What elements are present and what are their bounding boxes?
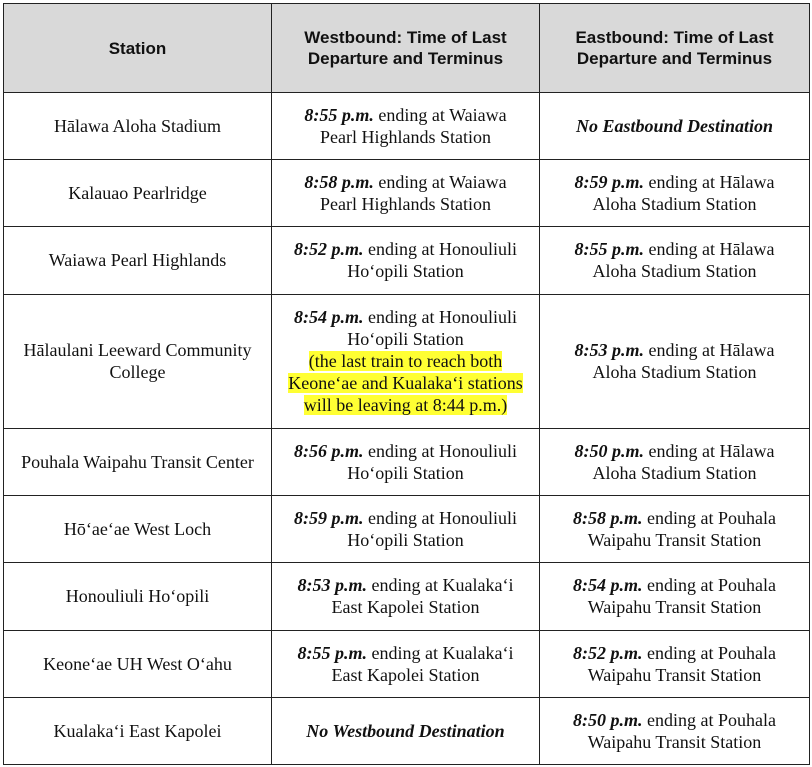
terminus-part: Kualakaʻi xyxy=(442,575,514,596)
terminus-part: Pouhala xyxy=(717,642,776,663)
highlighted-note: (the last train to reach both Keoneʻae and Kualakaʻi stations will be leaving at 8:44 p.m.) xyxy=(288,351,523,416)
terminus-part: Aloha Stadium Station xyxy=(592,261,757,282)
terminus-part: East Kapolei Station xyxy=(331,597,480,618)
ending-text: ending at xyxy=(371,642,438,663)
terminus-part: Pouhala xyxy=(717,575,776,596)
departure-time: 8:54 p.m. xyxy=(294,307,364,328)
eastbound-cell xyxy=(540,160,810,227)
table-row xyxy=(4,93,810,160)
station-cell: Hālaulani Leeward Community College xyxy=(4,294,272,428)
eastbound-cell xyxy=(540,93,810,160)
terminus-part: Hoʻopili Station xyxy=(347,329,464,350)
westbound-cell xyxy=(272,697,540,764)
terminus-part: Waipahu Transit Station xyxy=(587,731,762,752)
ending-text: ending at xyxy=(647,642,714,663)
terminus-part: Pearl Highlands Station xyxy=(320,194,491,215)
station-cell: Keoneʻae UH West Oʻahu xyxy=(4,630,272,697)
table-row xyxy=(4,428,810,495)
ending-text: ending at xyxy=(648,340,715,361)
terminus-part: Waiawa xyxy=(449,105,507,126)
ending-text: ending at xyxy=(368,508,435,529)
terminus-part: Waipahu Transit Station xyxy=(587,597,762,618)
departure-time: 8:58 p.m. xyxy=(304,172,374,193)
terminus-part: Hoʻopili Station xyxy=(347,261,464,282)
terminus-part: Kualakaʻi xyxy=(442,642,514,663)
departure-time: 8:55 p.m. xyxy=(297,642,368,663)
westbound-cell xyxy=(272,160,540,227)
westbound-cell xyxy=(272,93,540,160)
departure-time: 8:52 p.m. xyxy=(294,239,364,260)
departure-time: 8:55 p.m. xyxy=(574,239,645,260)
terminus-part: Aloha Stadium Station xyxy=(592,463,757,484)
header-row xyxy=(4,4,810,93)
terminus-part: Waiawa xyxy=(449,172,507,193)
ending-text: ending at xyxy=(648,239,715,260)
terminus-part: Honouliuli xyxy=(438,239,517,260)
terminus-part: Pouhala xyxy=(717,508,776,529)
station-cell: Pouhala Waipahu Transit Center xyxy=(4,428,272,495)
terminus-part: Hoʻopili Station xyxy=(347,463,464,484)
eastbound-cell xyxy=(540,697,810,764)
station-cell: Waiawa Pearl Highlands xyxy=(4,227,272,294)
terminus-part: Hālawa xyxy=(719,239,775,260)
terminus-part: Hoʻopili Station xyxy=(347,530,464,551)
ending-text: ending at xyxy=(647,709,714,730)
header-station: Station xyxy=(4,4,272,93)
westbound-cell xyxy=(272,227,540,294)
header-eastbound: Eastbound: Time of Last Departure and Terminus xyxy=(540,4,810,93)
eastbound-cell xyxy=(540,294,810,428)
departure-table xyxy=(3,3,810,765)
station-cell: Honouliuli Hoʻopili xyxy=(4,563,272,630)
station-cell: Hōʻaeʻae West Loch xyxy=(4,496,272,563)
table-row xyxy=(4,630,810,697)
ending-text: ending at xyxy=(368,307,435,328)
ending-text: ending at xyxy=(647,575,714,596)
terminus-part: Aloha Stadium Station xyxy=(592,194,757,215)
terminus-part: Pearl Highlands Station xyxy=(320,127,491,148)
station-cell: Kalauao Pearlridge xyxy=(4,160,272,227)
terminus-part: Waipahu Transit Station xyxy=(587,664,762,685)
ending-text: ending at xyxy=(378,172,445,193)
station-cell: Kualakaʻi East Kapolei xyxy=(4,697,272,764)
eastbound-cell xyxy=(540,428,810,495)
departure-time: 8:58 p.m. xyxy=(573,508,643,529)
departure-time: 8:54 p.m. xyxy=(573,575,643,596)
departure-time: 8:53 p.m. xyxy=(574,340,645,361)
departure-time: 8:55 p.m. xyxy=(304,105,374,126)
terminus-part: East Kapolei Station xyxy=(331,664,480,685)
no-destination: No Eastbound Destination xyxy=(575,116,774,137)
terminus-part: Honouliuli xyxy=(438,441,517,462)
terminus-part: Hālawa xyxy=(719,172,775,193)
table-row xyxy=(4,294,810,428)
terminus-part: Aloha Stadium Station xyxy=(592,362,757,383)
eastbound-cell xyxy=(540,227,810,294)
station-cell: Hālawa Aloha Stadium xyxy=(4,93,272,160)
table-row xyxy=(4,563,810,630)
departure-time: 8:50 p.m. xyxy=(574,441,645,462)
eastbound-cell xyxy=(540,496,810,563)
eastbound-cell xyxy=(540,563,810,630)
terminus-part: Pouhala xyxy=(717,709,776,730)
ending-text: ending at xyxy=(648,172,715,193)
westbound-cell xyxy=(272,630,540,697)
ending-text: ending at xyxy=(368,441,435,462)
departure-time: 8:52 p.m. xyxy=(573,642,643,663)
no-destination: No Westbound Destination xyxy=(306,720,505,741)
eastbound-cell xyxy=(540,630,810,697)
terminus-part: Hālawa xyxy=(719,441,775,462)
header-westbound: Westbound: Time of Last Departure and Terminus xyxy=(272,4,540,93)
westbound-cell xyxy=(272,496,540,563)
terminus-part: Honouliuli xyxy=(438,508,517,529)
ending-text: ending at xyxy=(378,105,445,126)
westbound-cell xyxy=(272,428,540,495)
ending-text: ending at xyxy=(368,239,435,260)
departure-time: 8:50 p.m. xyxy=(573,709,643,730)
ending-text: ending at xyxy=(648,441,715,462)
departure-time: 8:56 p.m. xyxy=(294,441,364,462)
terminus-part: Waipahu Transit Station xyxy=(587,530,762,551)
table-row xyxy=(4,227,810,294)
terminus-part: Hālawa xyxy=(719,340,775,361)
departure-time: 8:53 p.m. xyxy=(297,575,368,596)
terminus-part: Honouliuli xyxy=(438,307,517,328)
departure-time: 8:59 p.m. xyxy=(294,508,364,529)
table-row xyxy=(4,160,810,227)
westbound-cell xyxy=(272,563,540,630)
ending-text: ending at xyxy=(371,575,438,596)
ending-text: ending at xyxy=(647,508,714,529)
table-row xyxy=(4,496,810,563)
table-row xyxy=(4,697,810,764)
westbound-cell xyxy=(272,294,540,428)
departure-time: 8:59 p.m. xyxy=(574,172,645,193)
